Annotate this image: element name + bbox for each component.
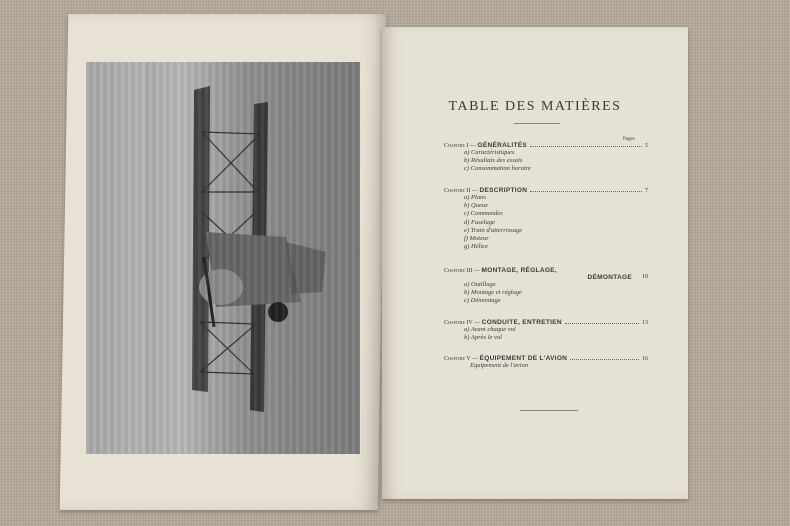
chapter-title: CONDUITE, ENTRETIEN: [481, 319, 562, 326]
chapter-page: 10: [642, 274, 648, 280]
chapter-5: [444, 355, 648, 370]
chapter-title: DESCRIPTION: [479, 187, 528, 194]
list-item: b) Après le vol: [464, 334, 502, 342]
title-divider: [514, 123, 560, 124]
list-item: d) Fuselage: [464, 218, 495, 226]
list-item: Equipement de l'avion: [470, 362, 529, 369]
chapter-page: 5: [645, 143, 648, 149]
bottom-divider: [520, 410, 578, 411]
chapter-number: Chapitre II —: [444, 188, 478, 194]
chapter-page: 16: [642, 356, 648, 362]
biplane-photo: [86, 62, 360, 454]
chapter-4: [444, 319, 648, 342]
chapter-title: ÉQUIPEMENT DE L'AVION: [479, 355, 568, 362]
list-item: a) Outillage: [464, 281, 496, 288]
list-item: c) Commandes: [464, 210, 503, 218]
list-item: c) Démontage: [464, 297, 501, 305]
chapter-2: [444, 187, 648, 251]
toc-title: TABLE DES MATIÈRES: [448, 99, 622, 114]
list-item: g) Hélice: [464, 243, 489, 251]
chapter-1: [444, 142, 648, 174]
list-item: a) Caractéristiques: [464, 149, 515, 156]
list-item: b) Résultats des essais: [464, 157, 523, 165]
chapter-number: Chapitre III —: [444, 268, 480, 274]
chapter-page: 7: [645, 188, 648, 194]
list-item: f) Moteur: [464, 235, 489, 243]
table-of-contents: [382, 27, 688, 499]
list-item: b) Montage et réglage: [464, 289, 522, 297]
chapter-title: MONTAGE, RÉGLAGE,: [481, 267, 557, 274]
chapter-number: Chapitre IV —: [444, 320, 481, 326]
chapter-page: 13: [642, 320, 648, 326]
chapter-3: [444, 267, 648, 306]
list-item: b) Queue: [464, 202, 489, 210]
chapter-number: Chapitre I —: [444, 143, 476, 149]
chapter-title: GÉNÉRALITÉS: [477, 142, 528, 149]
list-item: c) Consommation horaire: [464, 165, 531, 173]
list-item: e) Train d'atterrissage: [464, 226, 523, 234]
list-item: a) Avant chaque vol: [464, 326, 516, 333]
chapter-title-continued: DÉMONTAGE: [587, 274, 632, 281]
chapter-number: Chapitre V —: [444, 356, 479, 362]
pages-header: Pages: [623, 137, 635, 142]
list-item: a) Plans: [464, 194, 486, 201]
